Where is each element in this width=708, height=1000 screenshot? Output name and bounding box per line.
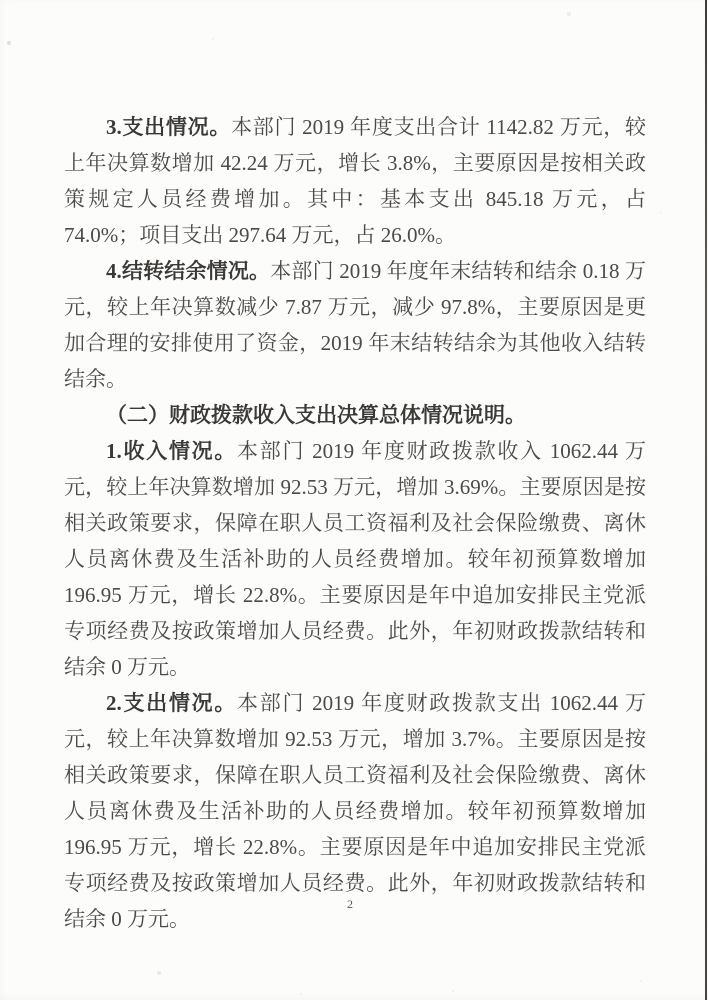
paragraph-lead: 4.结转结余情况。: [106, 259, 271, 283]
paragraph-lead: 2.支出情况。: [106, 691, 238, 715]
paragraph-lead: 1.收入情况。: [106, 439, 238, 463]
section-heading-fiscal-appropriation: [64, 397, 646, 433]
paragraph-text: 本部门 2019 年度财政拨款收入 1062.44 万元，较上年决算数增加 92.53 万元，增加 3.69%。主要原因是按相关政策要求，保障在职人员工资福利及社会保险缴费、离休人员离休费及生活补助的人员经费增加。较年初预算数增加 196.95 万元，增长 22.8%。主要原因是年中追加安排民主党派专项经费及按政策增加人员经费。此外，年初财政拨款结转和结余 0 万元。: [64, 439, 647, 679]
scan-edge-line: [705, 0, 707, 1000]
paragraph-lead: 3.支出情况。: [106, 115, 232, 139]
scan-noise-speckles: [0, 0, 2, 2]
paragraph-carryover-summary: [64, 253, 646, 397]
paragraph-text: 本部门 2019 年度支出合计 1142.82 万元，较上年决算数增加 42.24 万元，增长 3.8%，主要原因是按相关政策规定人员经费增加。其中：基本支出 845.18 万元，占 74.0%；项目支出 297.64 万元，占 26.0%。: [64, 115, 646, 247]
paragraph-income-situation: [64, 433, 646, 685]
page-number: 2: [347, 897, 353, 911]
section-heading-text: （二）财政拨款收入支出决算总体情况说明。: [106, 403, 526, 427]
paragraph-text: 本部门 2019 年度年末结转和结余 0.18 万元，较上年决算数减少 7.87 万元，减少 97.8%，主要原因是更加合理的安排使用了资金，2019 年末结转结余为其他收入结转结余。: [64, 259, 646, 391]
paragraph-text: 本部门 2019 年度财政拨款支出 1062.44 万元，较上年决算数增加 92.53 万元，增加 3.7%。主要原因是按相关政策要求，保障在职人员工资福利及社会保险缴费、离休人员离休费及生活补助的人员经费增加。较年初预算数增加 196.95 万元，增长 22.8%。主要原因是年中追加安排民主党派专项经费及按政策增加人员经费。此外，年初财政拨款结转和结余 0 万元。: [64, 691, 647, 931]
document-body: [64, 109, 646, 937]
paragraph-expenditure-summary: [64, 109, 646, 253]
